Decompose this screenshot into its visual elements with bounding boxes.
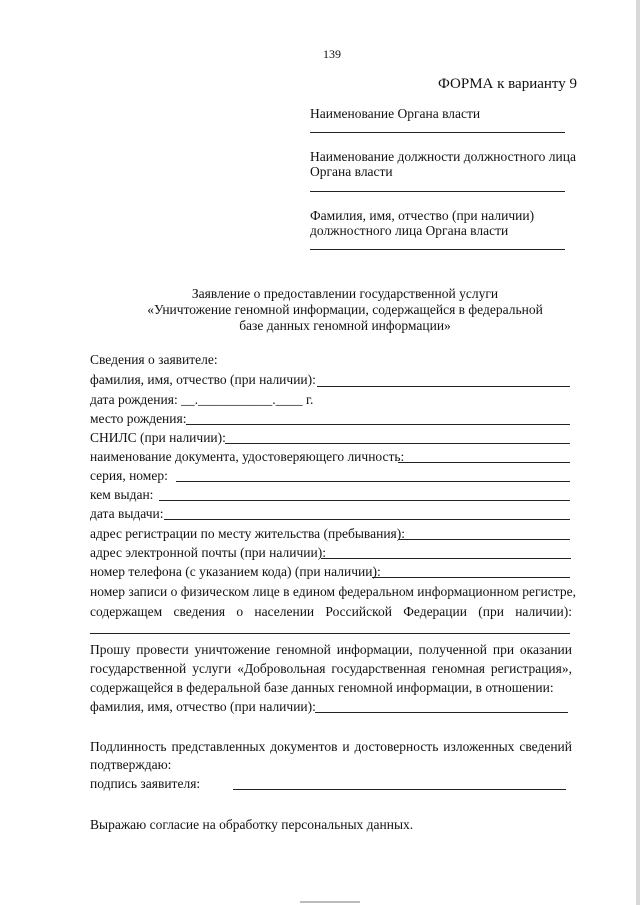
applicant-fio-field[interactable]	[317, 386, 570, 387]
series-number-field[interactable]	[176, 481, 570, 482]
document-title-line-2: «Уничтожение геномной информации, содержащейся в федеральной	[147, 302, 543, 317]
birth-place-label: место рождения:	[90, 411, 187, 426]
snils-label: СНИЛС (при наличии):	[90, 430, 226, 445]
request-text-line-1: Прошу провести уничтожение геномной информации, полученной при оказании	[90, 642, 572, 657]
registry-record-label-1: номер записи о физическом лице в едином федеральном информационном регистре,	[90, 584, 576, 599]
request-fio-label: фамилия, имя, отчество (при наличии):	[90, 699, 316, 714]
official-position-label-2: Органа власти	[310, 164, 393, 179]
authority-field[interactable]	[310, 132, 565, 133]
series-number-label: серия, номер:	[90, 468, 168, 483]
reg-address-field[interactable]	[398, 539, 570, 540]
confirm-text-line-2: подтверждаю:	[90, 757, 172, 772]
document-title-line-1: Заявление о предоставлении государственной услуги	[191, 286, 499, 301]
request-text-line-2: государственной услуги «Добровольная государственная геномная регистрация»,	[90, 661, 572, 676]
form-label: ФОРМА к варианту 9	[438, 76, 578, 92]
official-name-label-2: должностного лица Органа власти	[310, 223, 509, 238]
phone-field[interactable]	[372, 577, 570, 578]
official-name-field[interactable]	[310, 249, 565, 250]
issued-by-field[interactable]	[159, 500, 570, 501]
issue-date-label: дата выдачи:	[90, 506, 164, 521]
registry-record-label-2: содержащем сведения о населении Российской Федерации (при наличии):	[90, 604, 572, 619]
page-number: 139	[323, 47, 341, 61]
request-fio-field[interactable]	[315, 712, 568, 713]
birth-date-label[interactable]: дата рождения: __.___________.____ г.	[90, 392, 314, 407]
email-field[interactable]	[321, 558, 571, 559]
authority-label: Наименование Органа власти	[310, 106, 481, 121]
signature-label: подпись заявителя:	[90, 776, 201, 791]
confirm-text-line-1: Подлинность представленных документов и достоверность изложенных сведений	[90, 739, 572, 754]
scan-edge-shadow	[636, 0, 640, 905]
issue-date-field[interactable]	[164, 519, 570, 520]
issued-by-label: кем выдан:	[90, 487, 154, 502]
consent-text: Выражаю согласие на обработку персональных данных.	[90, 817, 414, 832]
snils-field[interactable]	[225, 443, 570, 444]
document-title-line-3: базе данных геномной информации»	[239, 318, 451, 333]
request-text-line-3: содержащейся в федеральной базе данных геномной информации, в отношении:	[90, 680, 554, 695]
id-document-label: наименование документа, удостоверяющего личность:	[90, 449, 405, 464]
official-name-label-1: Фамилия, имя, отчество (при наличии)	[310, 208, 535, 223]
signature-field[interactable]	[233, 789, 566, 790]
applicant-fio-label: фамилия, имя, отчество (при наличии):	[90, 372, 316, 387]
birth-place-field[interactable]	[186, 424, 570, 425]
phone-label: номер телефона (с указанием кода) (при наличии):	[90, 564, 381, 579]
applicant-heading: Сведения о заявителе:	[90, 352, 218, 367]
reg-address-label: адрес регистрации по месту жительства (пребывания):	[90, 526, 406, 541]
official-position-field[interactable]	[310, 191, 565, 192]
id-document-field[interactable]	[398, 462, 570, 463]
registry-record-field[interactable]	[90, 633, 570, 634]
official-position-label-1: Наименование должности должностного лица	[310, 149, 576, 164]
email-label: адрес электронной почты (при наличии):	[90, 545, 326, 560]
scan-artifact	[300, 901, 360, 903]
